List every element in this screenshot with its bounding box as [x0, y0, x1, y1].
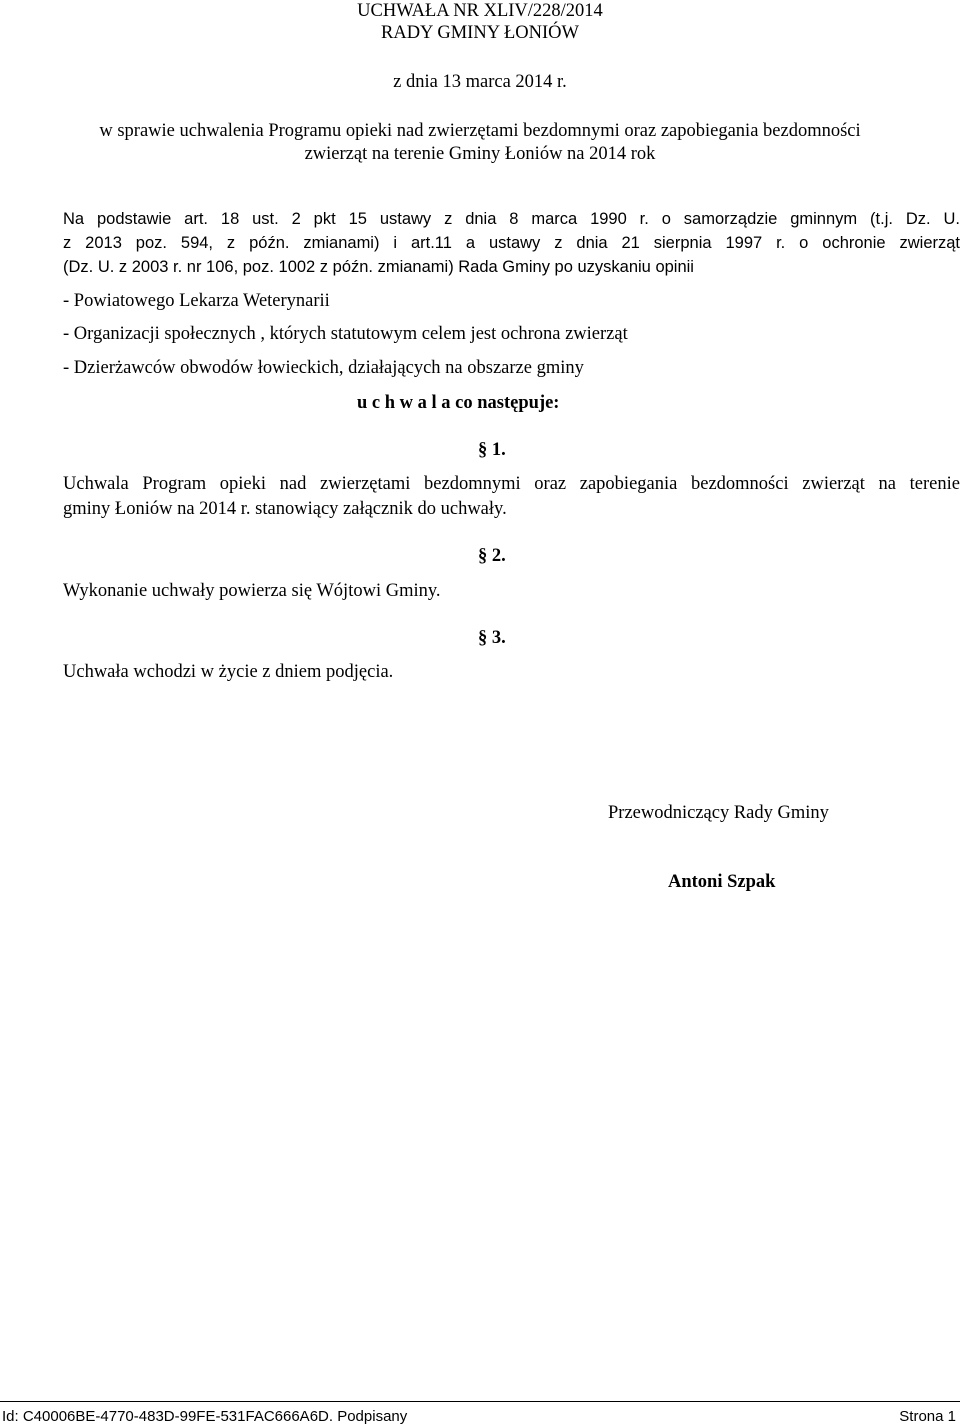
- page-number: Strona 1: [899, 1408, 956, 1425]
- section-3-number: § 3.: [478, 628, 506, 648]
- document-id: Id: C40006BE-4770-483D-99FE-531FAC666A6D. Podpisany: [2, 1408, 408, 1425]
- signature-role: Przewodniczący Rady Gminy: [608, 803, 829, 823]
- document-subject-line1: w sprawie uchwalenia Programu opieki nad zwierzętami bezdomnymi oraz zapobiegania bezdomności: [99, 121, 861, 141]
- paragraph-sign-icon: §: [478, 440, 492, 460]
- document-date: z dnia 13 marca 2014 r.: [393, 72, 567, 92]
- paragraph-sign-icon: §: [478, 546, 492, 566]
- opinion-item-2: - Organizacji społecznych , których statutowym celem jest ochrona zwierząt: [63, 324, 628, 344]
- document-subject-line2: zwierząt na terenie Gminy Łoniów na 2014 rok: [304, 144, 656, 164]
- opinion-item-3: - Dzierżawców obwodów łowieckich, działających na obszarze gminy: [63, 358, 584, 378]
- preamble-line3: (Dz. U. z 2003 r. nr 106, poz. 1002 z późn. zmianami) Rada Gminy po uzyskaniu opinii: [63, 258, 694, 276]
- section-1-text-line1: Uchwala Program opieki nad zwierzętami bezdomnymi oraz zapobiegania bezdomności zwierząt na terenie: [63, 474, 960, 494]
- section-2-number: § 2.: [478, 546, 506, 566]
- signature-name: Antoni Szpak: [668, 872, 776, 892]
- document-title-line2: RADY GMINY ŁONIÓW: [381, 23, 579, 43]
- preamble-line1: Na podstawie art. 18 ust. 2 pkt 15 ustawy z dnia 8 marca 1990 r. o samorządzie gminnym (t.j. Dz. U.: [63, 210, 960, 228]
- paragraph-sign-icon: §: [478, 628, 492, 648]
- section-3-text: Uchwała wchodzi w życie z dniem podjęcia.: [63, 662, 394, 682]
- preamble-line2: z 2013 poz. 594, z późn. zmianami) i art.11 a ustawy z dnia 21 sierpnia 1997 r. o ochronie zwierząt: [63, 234, 960, 252]
- document-title-line1: UCHWAŁA NR XLIV/228/2014: [357, 1, 603, 21]
- section-2-text: Wykonanie uchwały powierza się Wójtowi Gminy.: [63, 581, 441, 601]
- opinion-item-1: - Powiatowego Lekarza Weterynarii: [63, 291, 330, 311]
- section-1-text-line2: gminy Łoniów na 2014 r. stanowiący załącznik do uchwały.: [63, 499, 507, 519]
- resolves-heading: u c h w a l a co następuje:: [357, 393, 560, 413]
- page-footer: [0, 1401, 960, 1428]
- section-1-number: § 1.: [478, 440, 506, 460]
